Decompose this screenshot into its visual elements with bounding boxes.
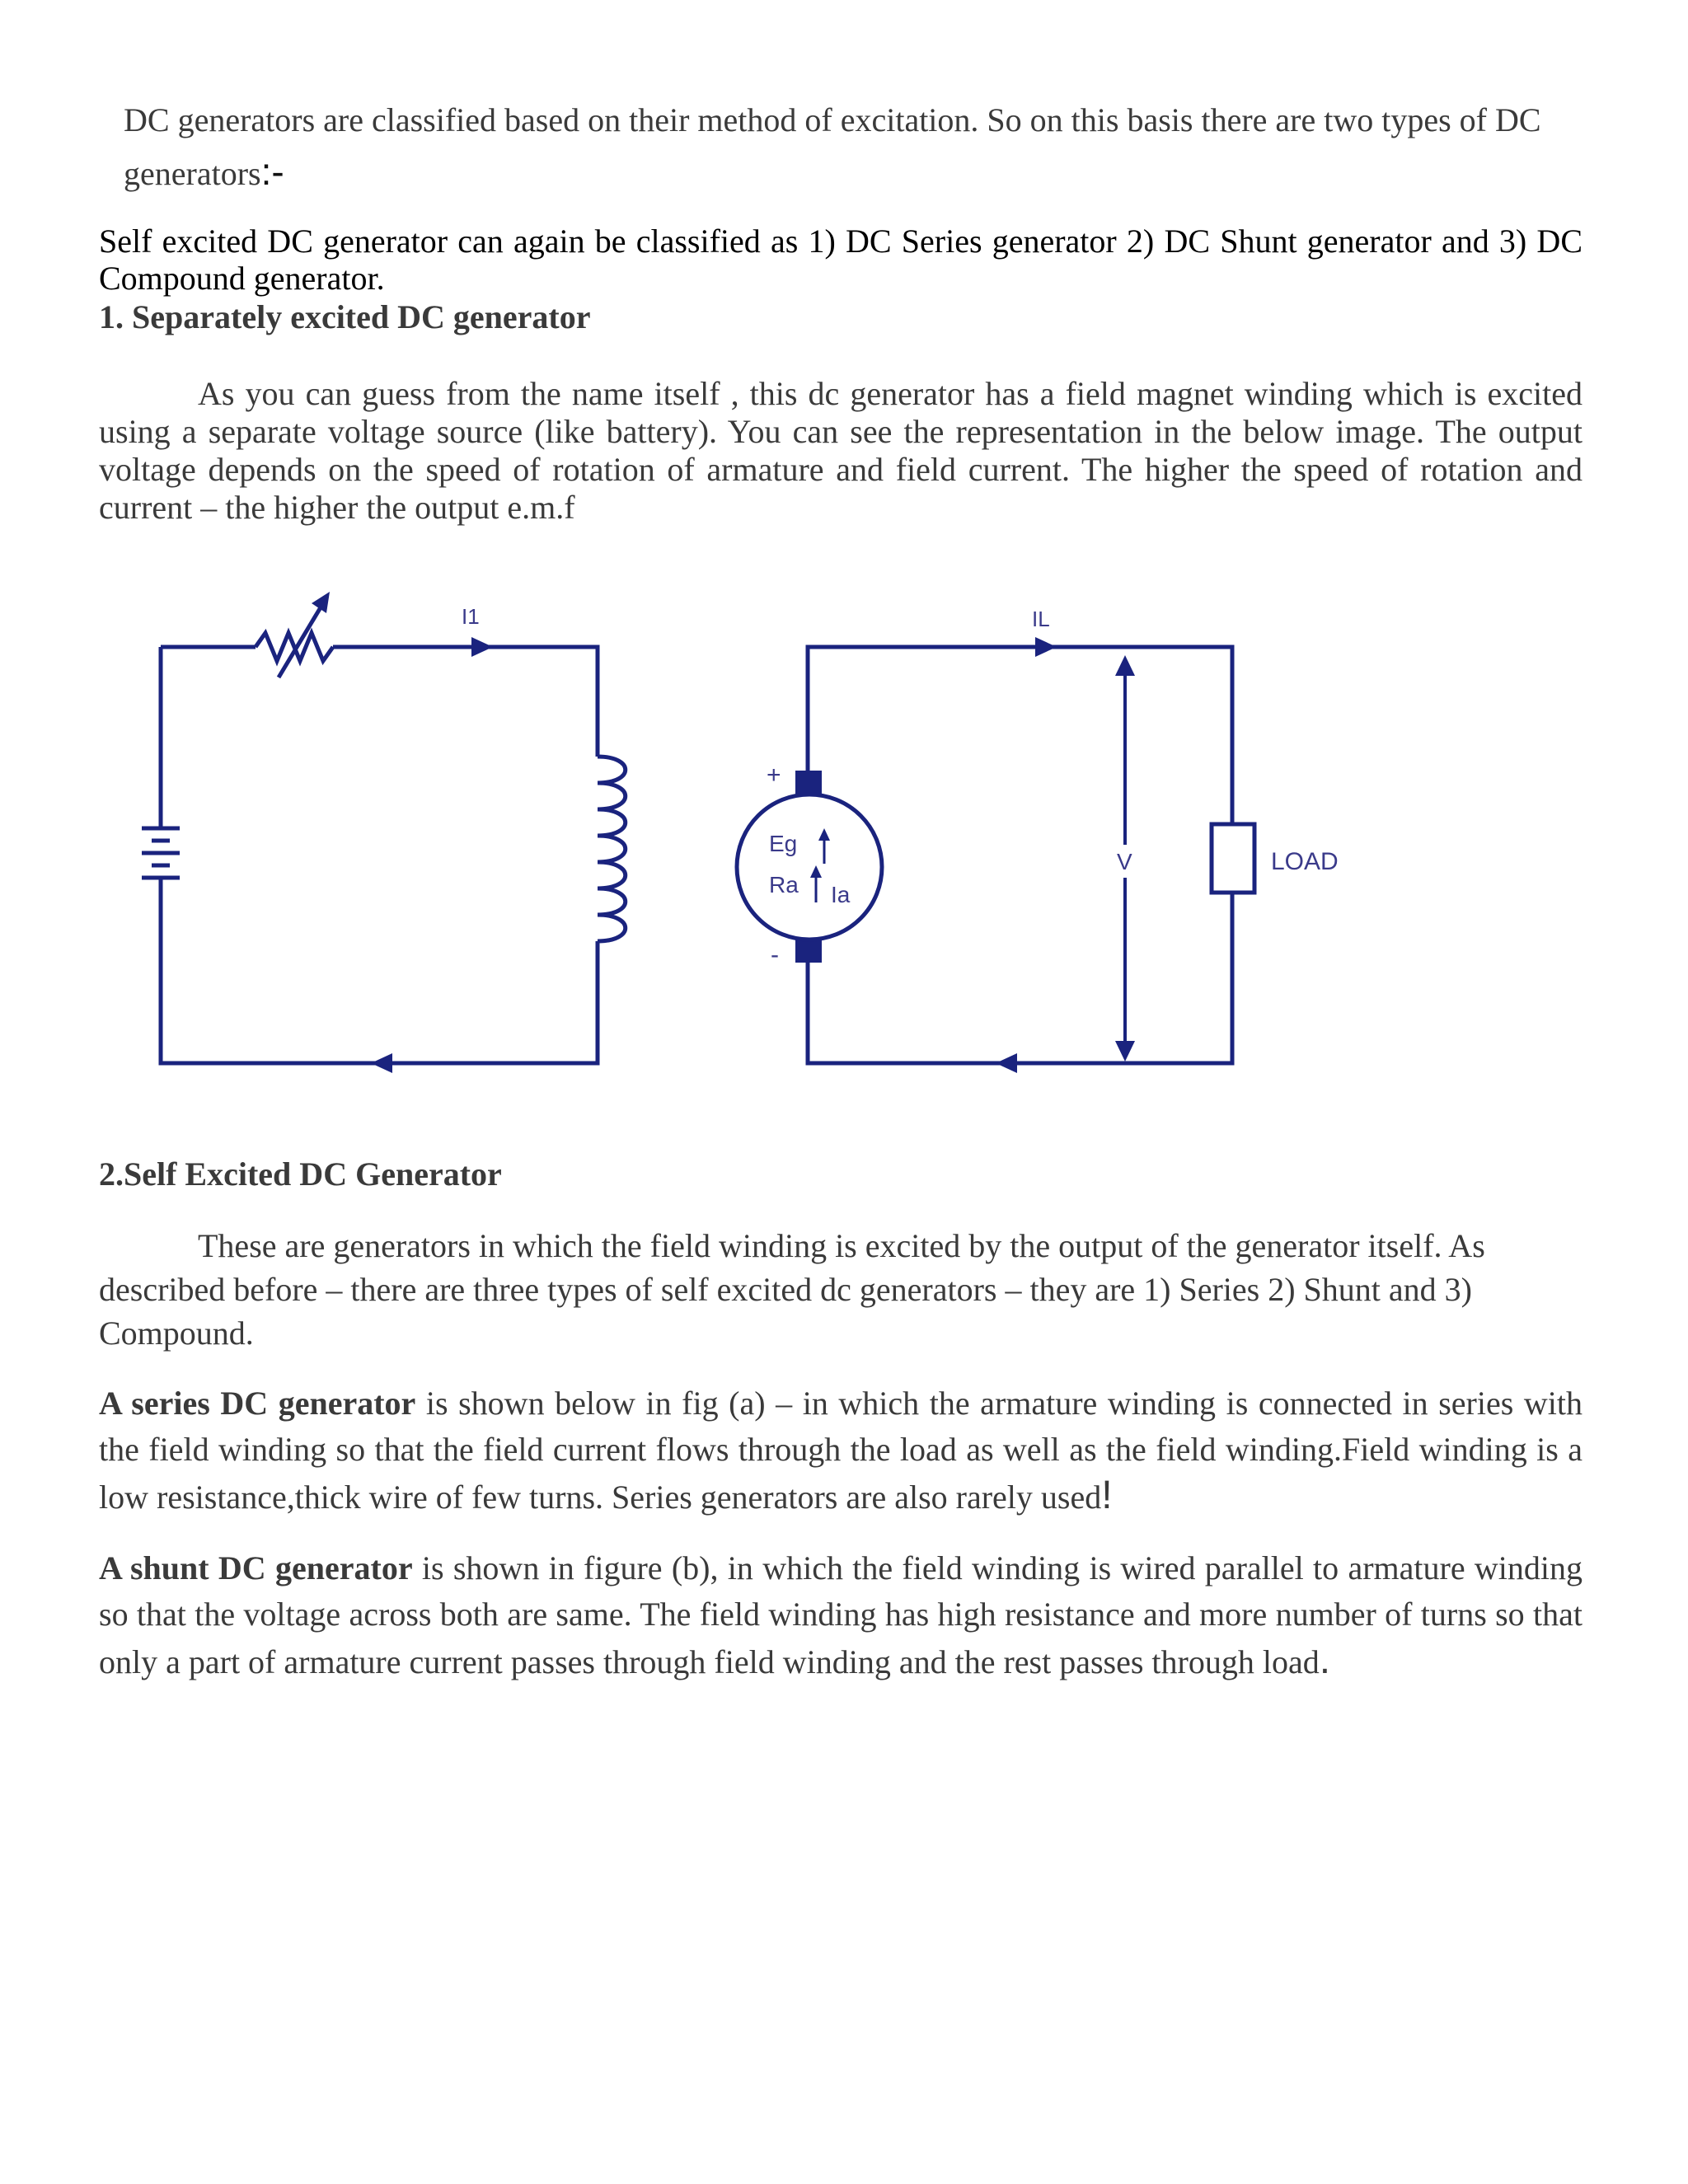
voltage-arrow-down bbox=[1115, 1041, 1135, 1062]
eg-label: Eg bbox=[769, 831, 798, 856]
load-label: LOAD bbox=[1271, 848, 1339, 875]
armature-circle bbox=[737, 794, 882, 940]
armature-bottom-wire bbox=[808, 893, 1232, 1063]
intro-text: DC generators are classified based on their method of excitation. So on this basis there are two types of DC generators bbox=[124, 101, 1541, 192]
shunt-term: A shunt DC generator bbox=[99, 1549, 413, 1586]
intro-colon: :- bbox=[260, 150, 284, 193]
section1-heading: 1. Separately excited DC generator bbox=[99, 298, 591, 335]
battery bbox=[142, 828, 180, 878]
field-top-wire-right bbox=[333, 647, 598, 757]
armature-top-wire bbox=[808, 647, 1232, 824]
field-coil bbox=[598, 757, 626, 941]
intro-paragraph bbox=[124, 95, 1574, 199]
self-excited-classification: Self excited DC generator can again be classified as 1) DC Series generator 2) DC Shunt generator and 3) DC Compound generator. bbox=[99, 223, 1582, 297]
ia-label: Ia bbox=[831, 882, 851, 907]
armature-circuit bbox=[737, 607, 1339, 1073]
field-current-label: I1 bbox=[462, 604, 480, 629]
field-current-arrow bbox=[471, 637, 493, 657]
separately-excited-circuit-diagram bbox=[0, 569, 1688, 1096]
minus-label: - bbox=[771, 941, 779, 968]
load-current-arrow bbox=[1035, 637, 1057, 657]
shunt-end: . bbox=[1319, 1638, 1331, 1682]
rheostat-zigzag bbox=[256, 633, 333, 661]
load-current-label: IL bbox=[1032, 607, 1050, 631]
voltage-arrow-up bbox=[1115, 655, 1135, 676]
shunt-paragraph bbox=[99, 1545, 1582, 1685]
armature-return-arrow bbox=[996, 1053, 1017, 1073]
series-term: A series DC generator bbox=[99, 1385, 416, 1422]
series-paragraph bbox=[99, 1380, 1582, 1521]
field-return-arrow bbox=[371, 1053, 392, 1073]
load-box bbox=[1212, 824, 1254, 893]
voltage-label: V bbox=[1117, 849, 1132, 874]
section1-body bbox=[99, 375, 1582, 527]
bottom-brush bbox=[795, 940, 822, 963]
top-brush bbox=[795, 771, 822, 794]
field-bottom-wire bbox=[161, 878, 598, 1063]
section2-body bbox=[99, 1224, 1582, 1355]
series-body: is shown below in fig (a) – in which the armature winding is connected in series with the field winding so that the field current flows through the load as well as the field winding.Field winding is a low resistance,thick wire of few turns. Series generators are also rarely used bbox=[99, 1385, 1582, 1516]
shunt-body: is shown in figure (b), in which the field winding is wired parallel to armature winding so that the voltage across both are same. The field winding has high resistance and more number of turns so that only a part of armature current passes through field winding and the rest passes through load bbox=[99, 1549, 1582, 1680]
section2-body-text: These are generators in which the field winding is excited by the output of the generator itself. As described before – there are three types of self excited dc generators – they are 1) Series 2) Shunt and 3) Compound. bbox=[99, 1227, 1485, 1352]
ra-label: Ra bbox=[769, 872, 799, 898]
plus-label: + bbox=[767, 762, 781, 789]
section1-body-text: As you can guess from the name itself , this dc generator has a field magnet winding which is excited using a separate voltage source (like battery). You can see the representation in the below image. The output voltage depends on the speed of rotation of armature and field current. The higher the speed of rotation and current – the higher the output e.m.f bbox=[99, 375, 1582, 526]
section2-heading: 2.Self Excited DC Generator bbox=[99, 1155, 502, 1193]
series-end: ! bbox=[1101, 1474, 1113, 1517]
field-circuit bbox=[142, 592, 626, 1073]
